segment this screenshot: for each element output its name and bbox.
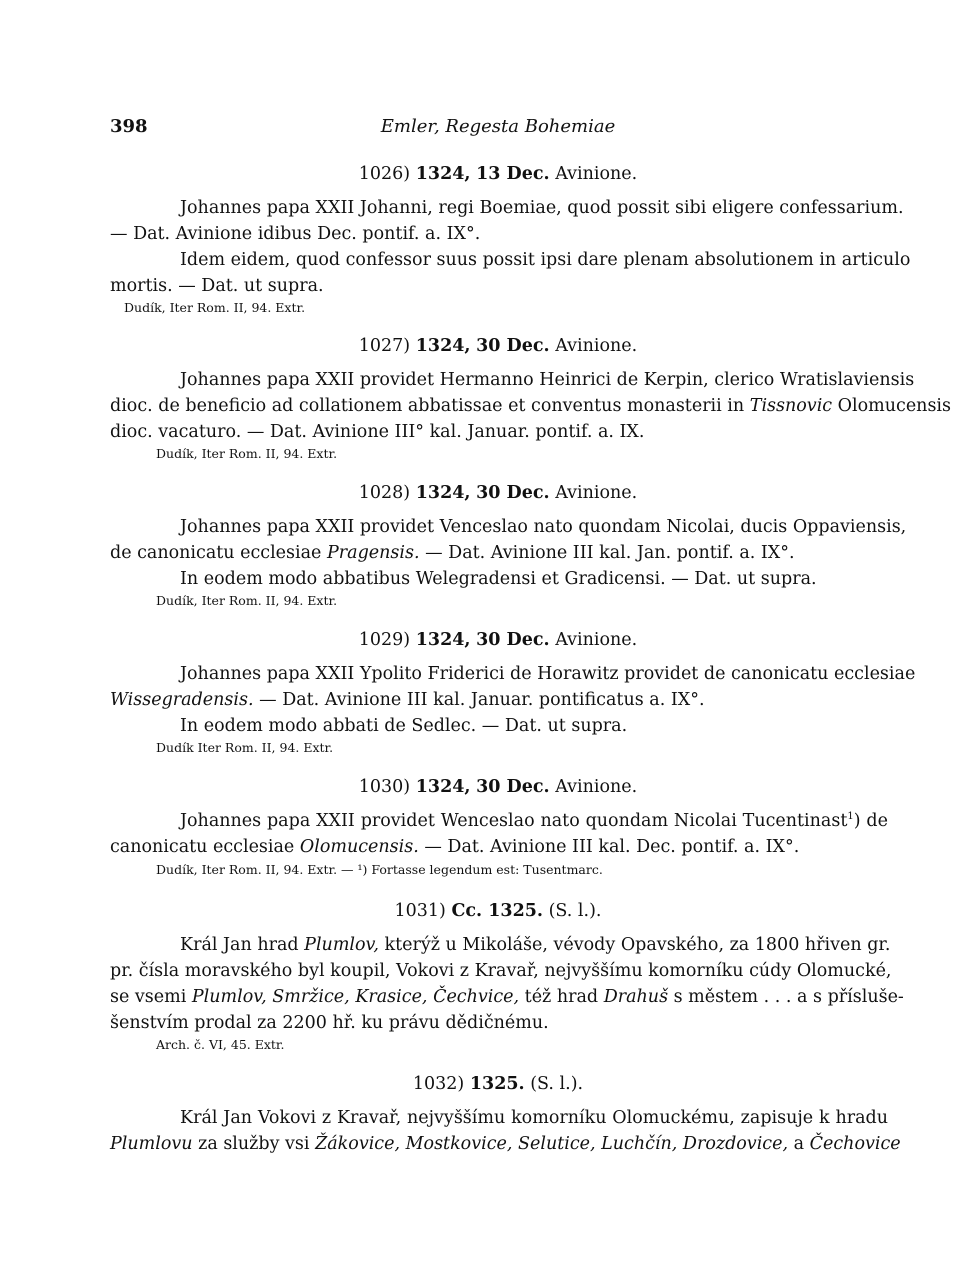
entry-year: 1324,	[415, 630, 471, 650]
text-line	[180, 811, 888, 831]
text-line: šenstvím prodal za 2200 hř. ku právu dědičnému.	[110, 1013, 549, 1033]
text-segment: dioc. de beneficio ad collationem abbatissae et conventus monasterii in	[110, 396, 745, 416]
place-name: Mostkovice,	[405, 1134, 513, 1154]
text-segment: de canonicatu ecclesiae	[110, 543, 322, 563]
place-name: Plumlovu	[110, 1134, 193, 1154]
text-segment: a	[793, 1134, 805, 1154]
entry-number: 1026)	[358, 164, 411, 184]
place-name: Selutice,	[518, 1134, 596, 1154]
entry-year: 1325.	[469, 1074, 525, 1094]
text-line: dioc. vacaturo. — Dat. Avinione III° kal. Januar. pontif. a. IX.	[110, 422, 645, 442]
place-name: Plumlov,	[304, 935, 379, 955]
entry-date: 30 Dec.	[476, 630, 550, 650]
place-name: Pragensis.	[327, 543, 420, 563]
text-line: In eodem modo abbati de Sedlec. — Dat. ut supra.	[180, 716, 628, 736]
text-line: mortis. — Dat. ut supra.	[110, 276, 324, 296]
text-line	[180, 935, 891, 955]
text-segment: kterýž u Mikoláše, vévody Opavského, za 1800 hřiven gr.	[384, 935, 891, 955]
text-line: Král Jan Vokovi z Kravař, nejvyššímu komorníku Olomuckému, zapisuje k hradu	[180, 1108, 888, 1128]
place-name: Čechovice	[809, 1134, 901, 1154]
place-name: Drahuš	[603, 987, 669, 1007]
place-name: Tissnovic	[749, 396, 833, 416]
entry-place: Avinione.	[555, 336, 638, 356]
text-line	[110, 987, 904, 1007]
entry-number: 1029)	[358, 630, 411, 650]
source-citation: Dudík Iter Rom. II, 94. Extr.	[156, 740, 334, 755]
entry-place: Avinione.	[555, 630, 638, 650]
entry-year: 1324,	[415, 336, 471, 356]
entry-place: Avinione.	[555, 483, 638, 503]
entry-place: Avinione.	[555, 777, 638, 797]
place-name: Čechvice,	[433, 987, 520, 1007]
entry-place: (S. l.).	[548, 901, 602, 921]
place-name: Smržice,	[272, 987, 350, 1007]
text-line: In eodem modo abbatibus Welegradensi et Gradicensi. — Dat. ut supra.	[180, 569, 817, 589]
text-line	[110, 543, 888, 563]
text-line	[110, 837, 888, 857]
place-name: Luchčín,	[601, 1134, 678, 1154]
place-name: Plumlov,	[191, 987, 267, 1007]
text-segment: Olomucensis	[837, 396, 952, 416]
text-segment: ) de	[853, 811, 888, 831]
running-title: Emler, Regesta Bohemiae	[380, 116, 616, 137]
entry-year: 1324,	[415, 483, 471, 503]
source-citation: Dudík, Iter Rom. II, 94. Extr.	[124, 300, 306, 315]
place-name: Žákovice,	[315, 1134, 401, 1154]
footnote-marker: 1	[847, 811, 854, 823]
entry-number: 1032)	[412, 1074, 465, 1094]
source-citation: Dudík, Iter Rom. II, 94. Extr.	[156, 446, 338, 461]
text-line: Johannes papa XXII providet Hermanno Heinrici de Kerpin, clerico Wratislaviensis	[180, 370, 915, 390]
entry-heading	[110, 630, 886, 650]
text-segment: canonicatu ecclesiae	[110, 837, 295, 857]
entry-heading	[110, 164, 886, 184]
entry-place: (S. l.).	[530, 1074, 584, 1094]
text-line: Johannes papa XXII Johanni, regi Boemiae, quod possit sibi eligere confessarium.	[180, 198, 904, 218]
text-segment: Král Jan hrad	[180, 935, 299, 955]
text-line: Johannes papa XXII providet Venceslao nato quondam Nicolai, ducis Oppaviensis,	[180, 517, 907, 537]
source-citation: Dudík, Iter Rom. II, 94. Extr.	[156, 593, 338, 608]
entry-place: Avinione.	[555, 164, 638, 184]
entry-heading	[110, 1074, 886, 1094]
place-name: Wissegradensis.	[110, 690, 254, 710]
text-line	[110, 690, 888, 710]
entry-date: 30 Dec.	[476, 336, 550, 356]
entry-heading	[110, 901, 886, 921]
entry-heading	[110, 483, 886, 503]
entry-heading	[110, 777, 886, 797]
entry-number: 1030)	[358, 777, 411, 797]
entry-year: Cc. 1325.	[451, 901, 544, 921]
entry-number: 1027)	[358, 336, 411, 356]
text-segment: — Dat. Avinione III kal. Jan. pontif. a. IX°.	[425, 543, 795, 563]
entry-date: 30 Dec.	[476, 777, 550, 797]
entry-heading	[110, 336, 886, 356]
entry-date: 13 Dec.	[476, 164, 550, 184]
text-segment: též hrad	[524, 987, 599, 1007]
text-segment: za služby vsi	[198, 1134, 310, 1154]
text-line: pr. čísla moravského byl koupil, Vokovi z Kravař, nejvyššímu komorníku cúdy Olomucké,	[110, 961, 892, 981]
entry-number: 1031)	[394, 901, 446, 921]
text-segment: — Dat. Avinione III kal. Dec. pontif. a. IX°.	[424, 837, 800, 857]
text-segment: se vsemi	[110, 987, 187, 1007]
text-segment: s městem . . . a s přísluše-	[673, 987, 904, 1007]
source-citation: Dudík, Iter Rom. II, 94. Extr. — ¹) Fortasse legendum est: Tusentmarc.	[156, 862, 603, 877]
page-number: 398	[110, 116, 148, 137]
text-line: Idem eidem, quod confessor suus possit ipsi dare plenam absolutionem in articulo	[180, 250, 911, 270]
text-segment: Johannes papa XXII providet Wenceslao nato quondam Nicolai Tucentinast	[180, 811, 848, 831]
running-header	[110, 116, 886, 140]
entry-date: 30 Dec.	[476, 483, 550, 503]
place-name: Drozdovice,	[682, 1134, 789, 1154]
text-line	[110, 1134, 901, 1154]
text-line: — Dat. Avinione idibus Dec. pontif. a. IX°.	[110, 224, 481, 244]
text-line	[110, 396, 952, 416]
place-name: Krasice,	[355, 987, 428, 1007]
entry-year: 1324,	[415, 777, 471, 797]
entry-number: 1028)	[358, 483, 411, 503]
text-line: Johannes papa XXII Ypolito Friderici de Horawitz providet de canonicatu ecclesiae	[180, 664, 916, 684]
entry-year: 1324,	[415, 164, 471, 184]
place-name: Olomucensis.	[299, 837, 419, 857]
text-segment: — Dat. Avinione III kal. Januar. pontificatus a. IX°.	[259, 690, 705, 710]
source-citation: Arch. č. VI, 45. Extr.	[156, 1037, 285, 1052]
